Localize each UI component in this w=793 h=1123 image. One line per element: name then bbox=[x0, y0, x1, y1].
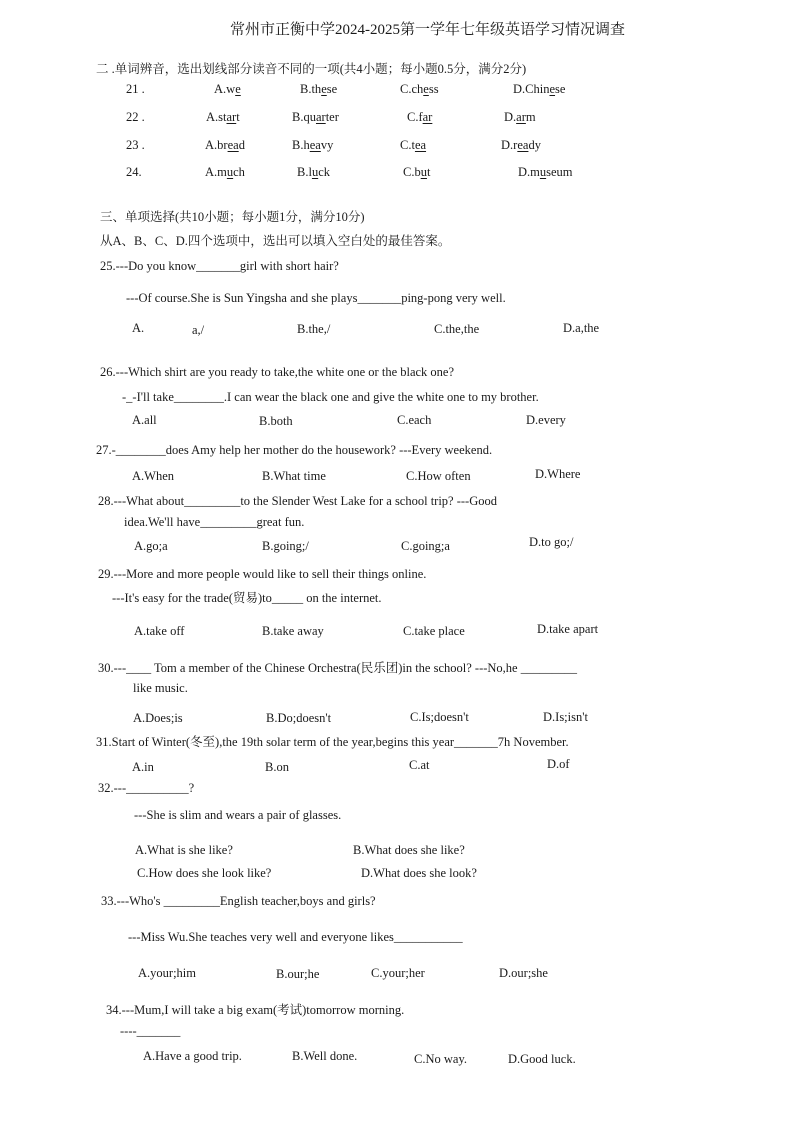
q33-option-b[interactable]: B.our;he bbox=[276, 967, 320, 981]
option-text: C.t bbox=[400, 138, 415, 152]
q30-option-c[interactable]: C.Is;doesn't bbox=[410, 710, 469, 724]
option-text: dy bbox=[528, 138, 541, 152]
q31-option-d[interactable]: D.of bbox=[547, 757, 570, 771]
option-text: ter bbox=[325, 110, 339, 124]
q24-option-d[interactable] bbox=[518, 165, 573, 179]
q22-option-b[interactable] bbox=[292, 110, 339, 124]
q28-option-a[interactable]: A.go;a bbox=[134, 539, 168, 553]
q30-option-a[interactable]: A.Does;is bbox=[133, 711, 183, 725]
option-text: ch bbox=[233, 165, 245, 179]
question-30-prompt-cont: like music. bbox=[133, 681, 188, 695]
option-text: B.l bbox=[297, 165, 312, 179]
q28-option-b[interactable]: B.going;/ bbox=[262, 539, 309, 553]
underlined-sound: ea bbox=[227, 138, 239, 152]
question-32-prompt: 32.---__________? bbox=[98, 781, 195, 795]
question-34-response: ----_______ bbox=[120, 1024, 181, 1038]
question-32-response: ---She is slim and wears a pair of glasses. bbox=[134, 808, 342, 822]
q30-option-b[interactable]: B.Do;doesn't bbox=[266, 711, 332, 725]
q25-option-b[interactable]: B.the,/ bbox=[297, 322, 331, 336]
option-text: m bbox=[525, 110, 536, 124]
q31-option-b[interactable]: B.on bbox=[265, 760, 289, 774]
option-text: D.m bbox=[518, 165, 540, 179]
q32-option-d[interactable]: D.What does she look? bbox=[361, 866, 477, 880]
option-text: A.m bbox=[205, 165, 227, 179]
q33-option-c[interactable]: C.your;her bbox=[371, 966, 425, 980]
q26-option-a[interactable]: A.all bbox=[132, 413, 157, 427]
q32-option-a[interactable]: A.What is she like? bbox=[135, 843, 233, 857]
option-text: t bbox=[236, 110, 240, 124]
q28-option-c[interactable]: C.going;a bbox=[401, 539, 450, 553]
q26-option-c[interactable]: C.each bbox=[397, 413, 432, 427]
q25-option-c[interactable]: C.the,the bbox=[434, 322, 480, 336]
q27-option-b[interactable]: B.What time bbox=[262, 469, 326, 483]
option-text: se bbox=[555, 82, 566, 96]
question-26-response: -_-I'll take________.I can wear the black one and give the white one to my brother. bbox=[122, 390, 539, 404]
page-title: 常州市正衡中学2024-2025第一学年七年级英语学习情况调查 bbox=[230, 22, 625, 38]
option-text: A.br bbox=[205, 138, 228, 152]
question-30-prompt: 30.---____ Tom a member of the Chinese Orchestra(民乐团)in the school? ---No,he _________ bbox=[98, 661, 577, 675]
question-25-prompt: 25.---Do you know_______girl with short hair? bbox=[100, 259, 339, 273]
underlined-sound: u bbox=[311, 165, 319, 179]
option-text: C.ch bbox=[400, 82, 424, 96]
underlined-sound: ea bbox=[309, 138, 321, 152]
question-31-prompt: 31.Start of Winter(冬至),the 19th solar term of the year,begins this year_______7h November. bbox=[96, 735, 569, 749]
q32-option-b[interactable]: B.What does she like? bbox=[353, 843, 465, 857]
q27-option-a[interactable]: A.When bbox=[132, 469, 174, 483]
option-text: D.Chin bbox=[513, 82, 550, 96]
q31-option-c[interactable]: C.at bbox=[409, 758, 430, 772]
option-text: A.st bbox=[206, 110, 227, 124]
underlined-sound: e bbox=[321, 82, 327, 96]
q27-option-c[interactable]: C.How often bbox=[406, 469, 471, 483]
underlined-sound: ar bbox=[226, 110, 237, 124]
q27-option-d[interactable]: D.Where bbox=[535, 467, 581, 481]
q23-option-a[interactable] bbox=[205, 138, 245, 152]
option-text: D. bbox=[504, 110, 517, 124]
option-text: vy bbox=[320, 138, 334, 152]
q33-option-a[interactable]: A.your;him bbox=[138, 966, 196, 980]
underlined-sound: u bbox=[226, 165, 234, 179]
q24-option-a[interactable] bbox=[205, 165, 245, 179]
question-28-prompt: 28.---What about_________to the Slender West Lake for a school trip? ---Good bbox=[98, 494, 497, 508]
question-27-prompt: 27.-________does Amy help her mother do the housework? ---Every weekend. bbox=[96, 443, 493, 457]
question-29-prompt: 29.---More and more people would like to sell their things online. bbox=[98, 567, 427, 581]
q21-option-b[interactable] bbox=[300, 82, 337, 96]
q34-option-c[interactable]: C.No way. bbox=[414, 1052, 468, 1066]
question-24-number: 24. bbox=[126, 165, 142, 179]
option-text: se bbox=[326, 82, 338, 96]
question-29-response: ---It's easy for the trade(贸易)to_____ on the internet. bbox=[112, 591, 382, 605]
q21-option-d[interactable] bbox=[513, 82, 565, 96]
q30-option-d[interactable]: D.Is;isn't bbox=[543, 710, 588, 724]
option-text: d bbox=[238, 138, 245, 152]
underlined-sound: e bbox=[235, 82, 241, 96]
q33-option-d[interactable]: D.our;she bbox=[499, 966, 548, 980]
question-23-number: 23 . bbox=[126, 138, 145, 152]
underlined-sound: u bbox=[420, 165, 427, 179]
underlined-sound: e bbox=[549, 82, 556, 96]
q23-option-d[interactable] bbox=[501, 138, 541, 152]
question-28-prompt-cont: idea.We'll have_________great fun. bbox=[124, 515, 305, 529]
underlined-sound: e bbox=[423, 82, 429, 96]
question-22-number: 22 . bbox=[126, 110, 145, 124]
q25-option-d[interactable]: D.a,the bbox=[563, 321, 600, 335]
question-26-prompt: 26.---Which shirt are you ready to take,the white one or the black one? bbox=[100, 365, 455, 379]
option-text: seum bbox=[546, 165, 573, 179]
q32-option-c[interactable]: C.How does she look like? bbox=[137, 866, 272, 880]
underlined-sound: ea bbox=[517, 138, 529, 152]
q25-option-a-text[interactable]: a,/ bbox=[192, 323, 205, 337]
underlined-sound: ar bbox=[422, 110, 433, 124]
question-33-prompt: 33.---Who's _________English teacher,boys and girls? bbox=[101, 894, 376, 908]
question-21-number: 21 . bbox=[126, 82, 145, 96]
q25-option-a-label[interactable]: A. bbox=[132, 321, 145, 335]
q29-option-b[interactable]: B.take away bbox=[262, 624, 324, 638]
option-text: D.r bbox=[501, 138, 518, 152]
q23-option-c[interactable] bbox=[400, 138, 426, 152]
q26-option-d[interactable]: D.every bbox=[526, 413, 566, 427]
q24-option-b[interactable] bbox=[297, 165, 330, 179]
q21-option-c[interactable] bbox=[400, 82, 439, 96]
q22-option-d[interactable] bbox=[504, 110, 536, 124]
q34-option-d[interactable]: D.Good luck. bbox=[508, 1052, 576, 1066]
q29-option-c[interactable]: C.take place bbox=[403, 624, 465, 638]
option-text: ck bbox=[318, 165, 330, 179]
option-text: C.b bbox=[403, 165, 421, 179]
option-text: B.qu bbox=[292, 110, 316, 124]
q22-option-a[interactable] bbox=[206, 110, 240, 124]
question-25-response: ---Of course.She is Sun Yingsha and she plays_______ping-pong very well. bbox=[126, 291, 506, 305]
section-2-heading: 二 .单词辨音，选出划线部分读音不同的一项(共4小题；每小题0.5分，满分2分) bbox=[96, 62, 527, 76]
question-34-prompt: 34.---Mum,I will take a big exam(考试)tomorrow morning. bbox=[106, 1003, 405, 1017]
underlined-sound: ar bbox=[315, 110, 326, 124]
option-text: t bbox=[426, 165, 431, 179]
underlined-sound: ea bbox=[414, 138, 427, 152]
underlined-sound: u bbox=[539, 165, 547, 179]
q23-option-b[interactable] bbox=[292, 138, 333, 152]
option-text: B.h bbox=[292, 138, 310, 152]
q26-option-b[interactable]: B.both bbox=[259, 414, 293, 428]
underlined-sound: ar bbox=[516, 110, 526, 124]
q31-option-a[interactable]: A.in bbox=[132, 760, 154, 774]
question-33-response: ---Miss Wu.She teaches very well and everyone likes___________ bbox=[128, 930, 463, 944]
q34-option-a[interactable]: A.Have a good trip. bbox=[143, 1049, 242, 1063]
option-text: ss bbox=[428, 82, 439, 96]
q24-option-c[interactable] bbox=[403, 165, 430, 179]
q29-option-a[interactable]: A.take off bbox=[134, 624, 185, 638]
q29-option-d[interactable]: D.take apart bbox=[537, 622, 599, 636]
option-text: A.w bbox=[214, 82, 236, 96]
q21-option-a[interactable] bbox=[214, 82, 241, 96]
q22-option-c[interactable] bbox=[407, 110, 432, 124]
section-3-heading: 三、单项选择(共10小题；每小题1分，满分10分) bbox=[100, 210, 365, 224]
q34-option-b[interactable]: B.Well done. bbox=[292, 1049, 358, 1063]
q28-option-d[interactable]: D.to go;/ bbox=[529, 535, 574, 549]
section-3-instruction: 从A、B、C、D.四个选项中，选出可以填入空白处的最佳答案。 bbox=[100, 234, 451, 248]
option-text: C.f bbox=[407, 110, 423, 124]
option-text: B.th bbox=[300, 82, 322, 96]
